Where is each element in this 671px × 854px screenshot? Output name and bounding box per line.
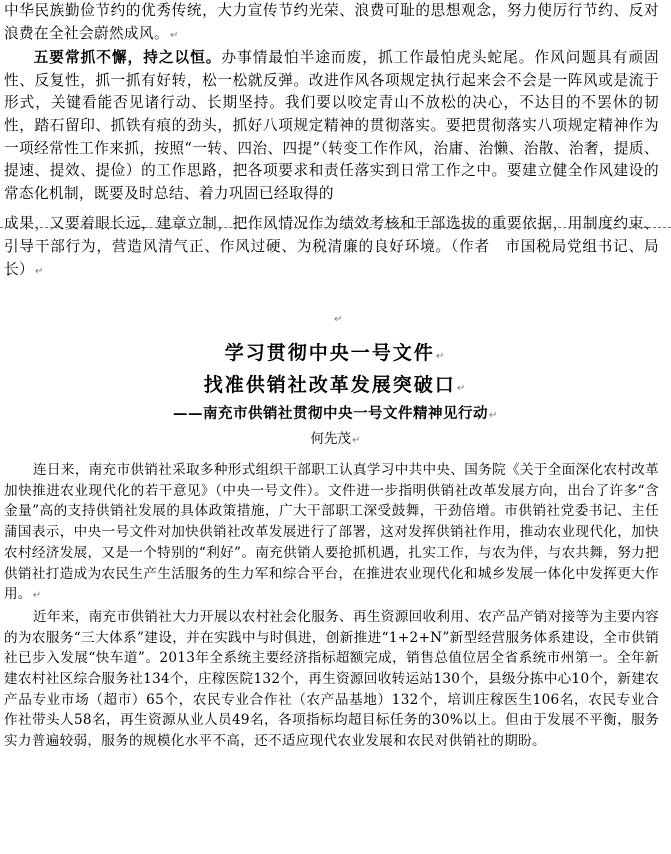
section-divider [0, 227, 671, 228]
article-author: 何先茂↵ [310, 431, 361, 447]
paragraph-mark: ↵ [169, 29, 179, 41]
previous-article-tail [0, 0, 663, 283]
paragraph-mark: ↵ [32, 590, 42, 602]
paragraph-mark: ↵ [334, 314, 343, 325]
article-body [0, 460, 663, 752]
paragraph-mark: ↵ [456, 383, 468, 394]
paragraph: 连日来，南充市供销社采取多种形式组织干部职工认真学习中共中央、国务院《关于全面深化农村改革加快推进农业现代化的若干意见》（中央一号文件）。文件进一步指明供销社改革发展方向，出台了许多“含金量”高的支持供销社发展的具体政策措施，广大干部职工深受鼓舞，干劲倍增。市供销社党委书记、主任蒲国表示，中央一号文件对加快供销社改革发展进行了部署，这对发挥供销社作用，推动农业现代化，加快农村经济发展，又是一个特别的“利好”。南充供销人要抢抓机遇，扎实工作，与农为伴，与农共舞，努力把供销社打造成为农民生产生活服务的生力军和综合平台，在推进农业现代化和城乡发展一体化中发挥更大作用。↵ [4, 462, 659, 603]
paragraph-mark: ↵ [489, 410, 498, 421]
paragraph-mark: ↵ [435, 351, 447, 362]
article-title-line2: 找准供销社改革发展突破口↵ [203, 374, 468, 396]
paragraph: 五要常抓不懈，持之以恒。办事情最怕半途而废，抓工作最怕虎头蛇尾。作风问题具有顽固性、反复性，抓一抓有好转，松一松就反弹。改进作风各项规定执行起来会不会是一阵风或是流于形式，关键看能否见诸行动、长期坚持。我们要以咬定青山不放松的决心，不达目的不罢休的韧性，踏石留印、抓铁有痕的劲头，抓好八项规定精神的贯彻落实。要把贯彻落实八项规定精神作为一项经常性工作来抓，按照“一转、四治、四提”（转变工作作风，治庸、治懒、治散、治奢，提质、提速、提效、提俭）的工作思路，把各项要求和责任落实到日常工作之中。要建立健全作风建设的常态化机制，既要及时总结、着力巩固已经取得的 [4, 49, 659, 202]
paragraph: 中华民族勤俭节约的优秀传统，大力宣传节约光荣、浪费可耻的思想观念，努力使厉行节约、反对浪费在全社会蔚然成风。↵ [4, 2, 659, 42]
paragraph-mark: ↵ [352, 435, 361, 446]
paragraph-lead: 五要常抓不懈，持之以恒。 [33, 49, 222, 67]
paragraph-mark: ↵ [35, 265, 44, 277]
article-title-line1: 学习贯彻中央一号文件↵ [224, 342, 447, 364]
paragraph: 成果，又要着眼长远，建章立制，把作风情况作为绩效考核和干部选拔的重要依据，用制度约束、引导干部行为，营造风清气正、作风过硬、为税清廉的良好环境。（作者 市国税局党组书记、局长）↵ [4, 215, 659, 278]
paragraph: 近年来，南充市供销社大力开展以农村社会化服务、再生资源回收利用、农产品产销对接等为主要内容的为农服务“三大体系”建设，并在实践中与时俱进，创新推进“1+2+N”新型经营服务体系建设，全市供销社已步入发展“快车道”。2013年全系统主要经济指标超额完成，销售总值位居全省系统市州第一。全年新建农村社区综合服务社134个，庄稼医院132个，再生资源回收转运站130个，县级分拣中心10个，新建农产品专业市场（超市）65个，农民专业合作社（农产品基地）132个，培训庄稼医生106名，农民专业合作社带头人58名，再生资源从业人员49名，各项指标均超目标任务的30%以上。但由于发展不平衡，服务实力普遍较弱，服务的规模化水平不高，还不适应现代农业发展和农民对供销社的期盼。 [4, 608, 659, 750]
article-subtitle: ——南充市供销社贯彻中央一号文件精神见行动↵ [173, 405, 498, 422]
